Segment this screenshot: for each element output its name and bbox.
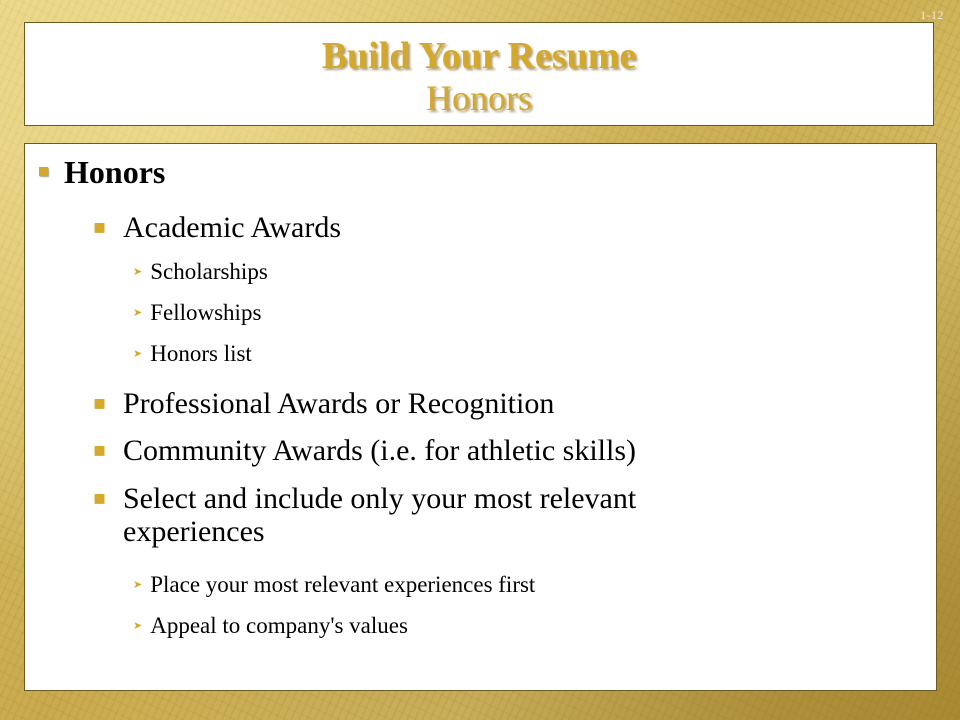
list-item [95,211,341,244]
list-item [95,387,554,420]
arrow-bullet-icon: ➤ [133,306,143,319]
list-item [133,299,261,326]
list-item-text: Community Awards (i.e. for athletic skills) [123,434,637,467]
list-item-text: Appeal to company's values [150,613,408,638]
diamond-bullet-icon [95,394,110,409]
list-item [133,258,268,285]
list-item-text: Professional Awards or Recognition [123,387,555,420]
list-item-text: Place your most relevant experiences first [150,572,536,597]
square-bullet-icon [39,167,48,176]
list-item-text: Fellowships [150,300,262,325]
list-item [133,571,535,598]
title-box [24,22,934,126]
list-item [95,434,636,467]
content-box [24,143,937,691]
bullet-heading-row [39,154,165,190]
slide-subtitle: Honors [426,78,532,118]
list-item-text: Academic Awards [123,211,341,244]
list-item-text: Select and include only your most relevant experiences [123,482,637,548]
list-item-text: Honors list [150,341,252,366]
arrow-bullet-icon: ➤ [133,347,143,360]
arrow-bullet-icon: ➤ [133,619,143,632]
diamond-bullet-icon [95,489,110,504]
list-item [133,612,408,639]
arrow-bullet-icon: ➤ [133,578,143,591]
list-item [95,482,775,548]
bullet-heading: Honors [64,154,166,190]
arrow-bullet-icon: ➤ [133,265,143,278]
slide-title: Build Your Resume [321,35,637,77]
slide-number: 1-12 [920,8,944,22]
list-item [133,340,252,367]
diamond-bullet-icon [95,218,110,233]
diamond-bullet-icon [95,441,110,456]
list-item-text: Scholarships [150,259,268,284]
